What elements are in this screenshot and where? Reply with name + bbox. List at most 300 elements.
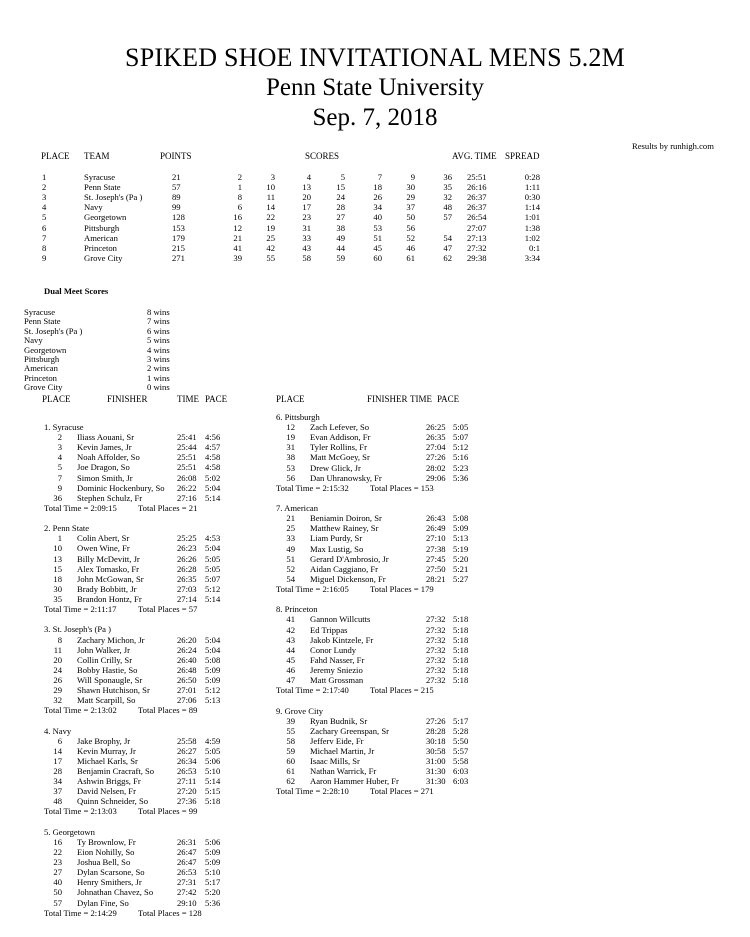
team-score: 55 [266,252,275,263]
team-spread: 0:1 [529,242,540,253]
team-place: 2 [42,182,47,193]
team-score: 43 [302,242,311,253]
runner-time: 26:08 [177,472,197,483]
team-total-time: Total Time = 2:14:29 [44,907,117,918]
runner-pace: 5:50 [453,735,469,746]
left-header-place: PLACE [42,394,71,404]
dual-team: Navy [24,335,43,346]
team-score: 37 [406,202,415,213]
runner-place: 20 [53,654,62,665]
runner-place: 1 [57,533,62,544]
runner-place: 23 [53,857,62,868]
runner-name: Isaac Mills, Sr [310,756,360,766]
runner-name: Michael Karls, Sr [77,755,138,766]
runner-pace: 4:53 [205,533,221,544]
dual-team: Pittsburgh [24,354,60,364]
runner-name: Aidan Caggiano, Fr [310,563,379,574]
runner-name: Michael Martin, Jr [310,745,375,756]
team-spread: 1:14 [524,202,540,213]
team-avg-time: 26:37 [467,192,487,203]
runner-place: 48 [53,796,62,807]
runner-pace: 5:16 [453,452,469,463]
team-score: 40 [373,212,382,223]
team-score: 39 [233,252,242,263]
runner-name: Collin Crilly, Sr [77,654,133,665]
team-total-time: Total Time = 2:13:03 [44,806,117,817]
runner-place: 57 [53,897,62,908]
runner-pace: 5:20 [453,553,469,564]
team-score: 17 [302,202,311,213]
runner-time: 27:32 [426,654,446,665]
runner-place: 32 [53,695,62,706]
runner-pace: 5:18 [453,624,469,635]
dual-wins: 5 wins [147,335,170,346]
runner-place: 17 [53,755,62,766]
runner-pace: 5:18 [453,614,469,625]
team-avg-time: 26:16 [467,182,487,193]
runner-name: Johnathan Chavez, So [77,887,154,898]
runner-place: 30 [53,583,62,594]
dual-team: Princeton [24,372,57,383]
runner-time: 29:06 [426,472,446,483]
team-avg-time: 29:38 [467,252,487,263]
team-points: 89 [172,192,181,203]
team-header-team: TEAM [84,151,110,161]
runner-time: 27:32 [426,634,446,645]
runner-place: 5 [57,462,62,473]
team-score: 36 [443,172,452,182]
team-place: 5 [42,212,47,223]
runner-place: 26 [53,674,62,685]
runner-pace: 5:17 [453,715,469,726]
runner-pace: 4:58 [205,452,221,463]
runner-pace: 5:36 [453,472,469,483]
team-block-title: 8. Princeton [276,604,318,615]
venue-title: Penn State University [265,74,485,101]
runner-place: 33 [286,533,295,544]
runner-time: 27:11 [177,776,197,787]
dual-wins: 1 wins [147,372,170,383]
team-score: 29 [406,192,415,203]
runner-pace: 5:20 [205,887,221,898]
runner-time: 26:47 [177,857,197,868]
runner-time: 25:51 [177,462,197,473]
runner-place: 55 [286,725,295,736]
team-score: 31 [302,222,311,233]
runner-time: 26:28 [177,563,197,574]
team-score: 56 [406,222,415,233]
runner-place: 9 [57,482,62,493]
team-block-title: 9. Grove City [276,705,324,716]
page-title: SPIKED SHOE INVITATIONAL MENS 5.2M [125,43,625,72]
runner-name: Evan Addison, Fr [310,432,371,443]
runner-place: 60 [286,756,295,766]
team-total-time: Total Time = 2:17:40 [276,685,349,696]
runner-name: Noah Affolder, So [77,452,140,463]
runner-name: Miguel Dickenson, Fr [310,573,386,584]
runner-time: 27:36 [177,796,197,807]
runner-pace: 5:17 [205,877,221,888]
runner-pace: 5:10 [205,766,221,776]
team-place: 3 [42,192,47,203]
runner-name: Beniamin Doiron, Sr [310,513,382,524]
runner-pace: 5:14 [205,492,221,503]
team-score: 54 [443,232,452,243]
team-score: 5 [340,172,345,182]
team-score: 51 [373,232,382,243]
team-place: 8 [42,242,47,253]
runner-time: 27:03 [177,583,197,594]
runner-pace: 5:07 [453,432,469,443]
runner-pace: 6:03 [453,766,469,777]
runner-time: 27:04 [426,442,446,453]
dual-team: Grove City [24,382,63,393]
team-score: 27 [336,212,345,223]
runner-name: Dan Uhranowsky, Fr [310,472,382,483]
runner-time: 28:21 [426,573,446,584]
runner-place: 50 [53,887,62,898]
runner-time: 27:32 [426,664,446,675]
team-block-title: 7. American [276,503,318,514]
runner-name: Colin Abert, Sr [77,533,130,544]
runner-place: 58 [286,735,295,746]
left-header-pace: PACE [205,394,228,404]
runner-place: 28 [53,766,62,776]
runner-place: 19 [286,432,295,443]
left-header-time: TIME [177,394,199,404]
right-header-place: PLACE [276,394,305,404]
runner-name: Ty Brownlow, Fr [77,836,136,847]
team-score: 33 [302,232,311,243]
runner-place: 18 [53,573,62,584]
runner-name: Shawn Hutchison, Sr [77,685,150,695]
runner-place: 43 [286,634,295,645]
team-total-time: Total Time = 2:11:17 [44,604,117,614]
runner-name: Quinn Schneider, So [77,796,149,807]
runner-name: Matt McGoey, Sr [310,452,370,463]
team-total-time: Total Time = 2:15:32 [276,482,349,493]
runner-time: 26:53 [177,766,197,776]
runner-time: 26:26 [177,553,197,564]
runner-place: 29 [53,685,62,695]
runner-name: Gannon Willcutts [310,614,371,625]
team-score: 15 [336,182,345,193]
team-place: 9 [42,252,47,263]
runner-time: 27:01 [177,685,197,695]
dual-wins: 4 wins [147,344,170,355]
team-score: 8 [237,192,242,203]
runner-name: Jake Brophy, Jr [77,735,131,746]
dual-wins: 0 wins [147,382,170,393]
team-total-places: Total Places = 128 [138,907,202,918]
runner-time: 26:25 [426,422,446,433]
runner-name: Nathan Warrick, Fr [310,766,377,777]
runner-time: 26:23 [177,543,197,554]
runner-name: Henry Smithers, Jr [77,877,142,888]
dual-meet-title: Dual Meet Scores [44,286,109,296]
runner-time: 27:32 [426,644,446,655]
runner-time: 27:45 [426,553,446,564]
team-score: 47 [443,242,452,253]
runner-time: 28:28 [426,725,446,736]
runner-time: 27:31 [177,877,197,888]
dual-wins: 6 wins [147,325,170,336]
team-total-places: Total Places = 179 [370,583,434,594]
runner-time: 28:02 [426,462,446,473]
team-spread: 3:34 [524,252,540,263]
runner-pace: 5:21 [453,563,469,574]
team-block-title: 4. Navy [44,725,72,736]
runner-pace: 5:07 [205,573,221,584]
team-score: 1 [237,182,242,193]
team-name: St. Joseph's (Pa ) [84,192,143,203]
team-place: 1 [42,172,47,182]
runner-pace: 5:09 [205,674,221,685]
runner-place: 41 [286,614,295,625]
runner-time: 26:50 [177,674,197,685]
runner-place: 22 [53,847,62,857]
runner-name: Alex Tomasko, Fr [77,563,140,574]
runner-pace: 5:05 [205,563,221,574]
team-score: 42 [266,242,275,253]
runner-pace: 5:08 [453,513,469,524]
runner-time: 27:26 [426,715,446,726]
runner-name: John McGowan, Sr [77,573,144,584]
runner-name: Jeremy Sniezio [310,664,363,675]
team-points: 128 [172,212,185,223]
runner-time: 31:00 [426,756,446,766]
runner-name: Fahd Nasser, Fr [310,654,365,665]
runner-time: 31:30 [426,776,446,787]
runner-name: Jakob Kintzele, Fr [310,634,374,645]
runner-time: 26:31 [177,836,197,847]
runner-name: Matthew Rainey, Sr [310,523,379,534]
runner-place: 15 [53,563,62,574]
runner-name: Ed Trippas [310,624,348,635]
runner-name: Matt Grossman [310,675,364,685]
runner-place: 51 [286,553,295,564]
runner-pace: 5:13 [205,695,221,706]
right-team-column [270,412,530,797]
runner-pace: 5:12 [205,583,221,594]
runner-place: 7 [57,472,62,483]
runner-pace: 5:12 [453,442,469,453]
runner-name: John Walker, Jr [77,644,130,655]
runner-place: 62 [286,776,295,787]
runner-name: Billy McDevitt, Jr [77,553,140,564]
runner-place: 61 [286,766,295,777]
runner-place: 14 [53,745,62,756]
runner-place: 31 [286,442,295,453]
runner-time: 27:32 [426,614,446,625]
runner-place: 38 [286,452,295,463]
dual-team: American [24,363,58,374]
dual-team: St. Joseph's (Pa ) [24,325,83,336]
runner-time: 25:44 [177,442,197,453]
team-spread: 1:38 [524,222,540,233]
runner-time: 26:43 [426,513,446,524]
runner-place: 52 [286,563,295,574]
right-header-finisher: FINISHER [367,394,408,404]
team-score: 26 [373,192,382,203]
team-header-scores: SCORES [305,151,340,161]
runner-place: 45 [286,654,295,665]
dual-team: Syracuse [24,307,56,317]
runner-time: 25:51 [177,452,197,463]
team-name: Princeton [84,242,117,253]
team-block-title: 6. Pittsburgh [276,412,320,422]
team-score: 61 [406,252,415,263]
team-header-avg: AVG. TIME [452,151,497,161]
team-total-places: Total Places = 153 [370,482,434,493]
runner-pace: 5:18 [453,664,469,675]
runner-place: 12 [286,422,295,433]
team-block-title: 5. Georgetown [44,826,95,837]
team-points: 179 [172,232,185,243]
runner-pace: 5:05 [205,553,221,564]
runner-time: 26:20 [177,634,197,645]
runner-time: 27:32 [426,624,446,635]
runner-time: 27:32 [426,675,446,685]
team-score: 3 [270,172,275,182]
runner-name: David Nelsen, Fr [77,786,136,797]
team-score: 23 [302,212,311,223]
runner-name: Bobby Hastie, So [77,664,138,675]
runner-time: 27:06 [177,695,197,706]
runner-name: Brady Bobbitt, Jr [77,583,137,594]
team-total-time: Total Time = 2:13:02 [44,705,117,716]
runner-pace: 5:06 [205,755,221,766]
runner-name: Joe Dragon, So [77,462,130,473]
team-total-time: Total Time = 2:09:15 [44,502,117,513]
runner-pace: 4:56 [205,432,221,443]
team-score: 13 [302,182,311,193]
runner-pace: 5:12 [205,685,221,695]
team-block-title: 2. Penn State [44,523,90,534]
team-points: 99 [172,202,181,213]
team-header-spread: SPREAD [505,151,540,161]
runner-name: Matt Scarpill, So [77,695,136,706]
runner-time: 27:50 [426,563,446,574]
team-score: 46 [406,242,415,253]
team-name: Pittsburgh [84,222,120,233]
runner-place: 3 [57,442,62,453]
dual-meet-table [0,307,300,395]
runner-place: 47 [286,675,295,685]
runner-name: Liam Purdy, Sr [310,533,363,544]
runner-pace: 5:18 [453,634,469,645]
runner-pace: 5:09 [453,523,469,534]
right-header-pace: PACE [437,394,460,404]
runner-time: 27:16 [177,492,197,503]
team-score: 22 [266,212,275,223]
runner-pace: 5:23 [453,462,469,473]
runner-pace: 5:09 [205,664,221,675]
runner-place: 39 [286,715,295,726]
team-score: 58 [302,252,311,263]
runner-pace: 5:18 [205,796,221,807]
team-avg-time: 25:51 [467,172,487,182]
runner-pace: 5:28 [453,725,469,736]
team-header-place: PLACE [41,151,70,161]
runner-pace: 5:04 [205,482,221,493]
runner-place: 36 [53,492,62,503]
runner-name: Kevin James, Jr [77,442,132,453]
team-score: 62 [443,252,452,263]
runner-pace: 6:03 [453,776,469,787]
team-score: 28 [336,202,345,213]
team-place: 4 [42,202,47,213]
runner-name: Ryan Budnik, Sr [310,715,368,726]
runner-name: Tyler Rollins, Fr [310,442,367,453]
date-title: Sep. 7, 2018 [312,104,438,131]
team-total-places: Total Places = 21 [138,502,198,513]
team-avg-time: 26:37 [467,202,487,213]
team-total-places: Total Places = 99 [138,806,198,817]
runner-place: 11 [53,644,62,655]
runner-name: Owen Wine, Fr [77,543,130,554]
runner-name: Zach Lefever, So [310,422,370,433]
runner-time: 27:42 [177,887,197,898]
team-score: 32 [443,192,452,203]
runner-time: 27:14 [177,593,197,604]
team-name: Navy [84,202,103,213]
runner-place: 46 [286,664,295,675]
runner-pace: 5:04 [205,634,221,645]
dual-team: Penn State [24,316,61,327]
team-block-title: 3. St. Joseph's (Pa ) [44,624,111,635]
team-score: 2 [237,172,242,182]
team-name: Syracuse [84,172,116,182]
team-score: 25 [266,232,275,243]
team-total-time: Total Time = 2:28:10 [276,786,349,797]
runner-time: 26:35 [177,573,197,584]
left-header-finisher: FINISHER [107,394,148,404]
runner-time: 26:40 [177,654,197,665]
left-team-column [0,422,280,918]
team-spread: 1:02 [524,232,540,243]
runner-name: Dylan Scarsone, So [77,867,145,878]
runner-pace: 4:59 [205,735,221,746]
runner-pace: 5:09 [205,847,221,857]
runner-pace: 5:18 [453,644,469,655]
runner-place: 44 [286,644,295,655]
runner-time: 30:18 [426,735,446,746]
runner-place: 27 [53,867,62,878]
runner-place: 24 [53,664,62,675]
runner-time: 27:38 [426,543,446,554]
team-block-title: 1. Syracuse [44,422,84,432]
team-score: 41 [233,242,242,253]
team-total-places: Total Places = 215 [370,685,434,696]
team-score: 49 [336,232,345,243]
runner-pace: 5:09 [205,857,221,868]
team-score: 48 [443,202,452,213]
runner-place: 56 [286,472,295,483]
runner-pace: 5:04 [205,543,221,554]
runner-name: Benjamin Cracraft, So [77,766,155,776]
runner-name: Dylan Fine, So [77,897,129,908]
results-credit: Results by runhigh.com [632,141,714,151]
runner-pace: 5:57 [453,745,469,756]
dual-wins: 2 wins [147,363,170,374]
runner-place: 25 [286,523,295,534]
team-name: American [84,232,118,243]
team-place: 6 [42,222,47,233]
team-points: 21 [172,172,181,182]
runner-place: 21 [286,513,295,524]
runner-name: Conor Lundy [310,644,357,655]
